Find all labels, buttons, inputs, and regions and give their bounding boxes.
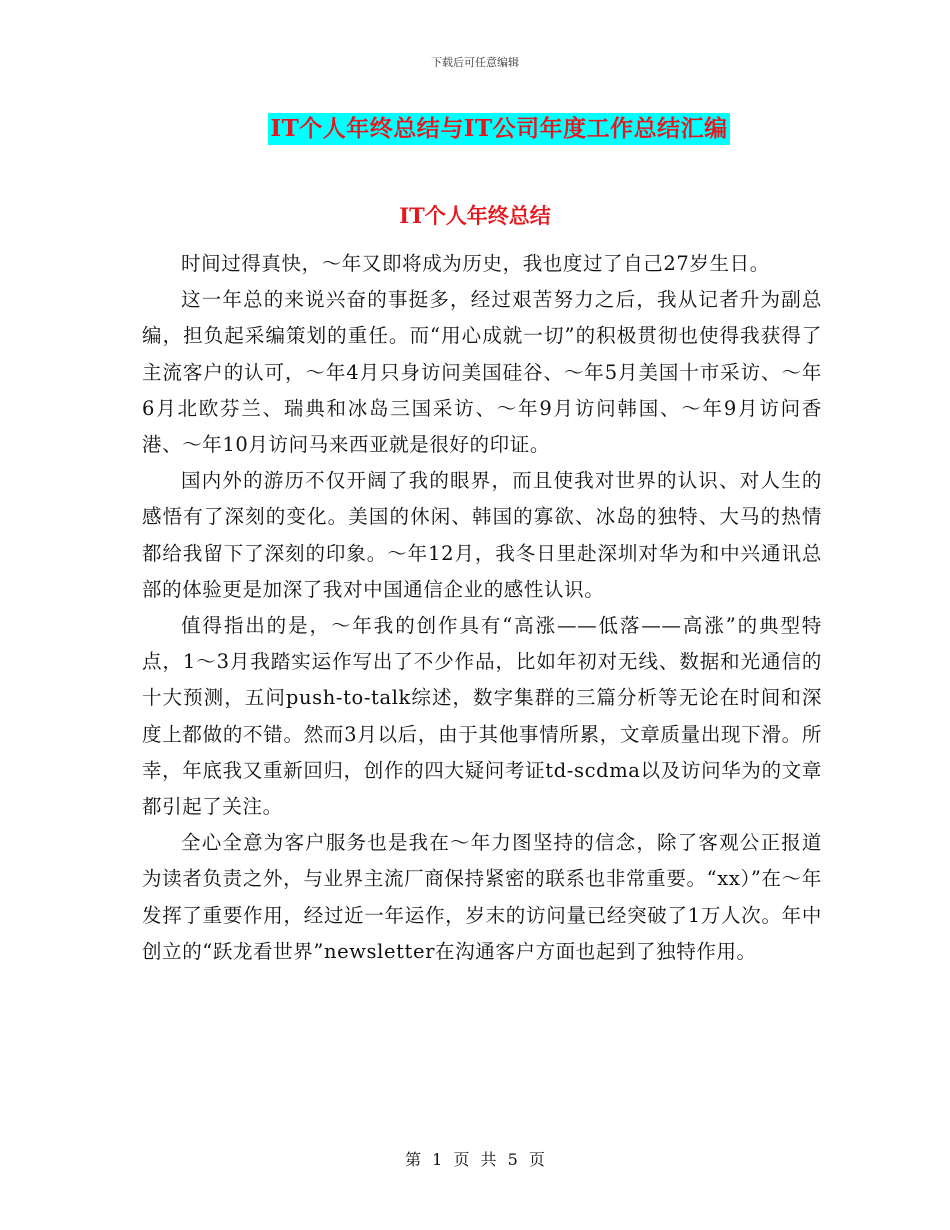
page-number-footer: 第 1 页 共 5 页	[405, 1150, 545, 1169]
document-title: IT个人年终总结与IT公司年度工作总结汇编	[268, 113, 729, 145]
paragraph-5: 全心全意为客户服务也是我在～年力图坚持的信念，除了客观公正报道为读者负责之外，与业界主流厂商保持紧密的联系也非常重要。“xx）”在～年发挥了重要作用，经过近一年运作，岁末的访问量已经突破了1万人次。年中创立的“跃龙看世界”newsletter在沟通客户方面也起到了独特作用。	[142, 831, 822, 963]
paragraph-4: 值得指出的是，～年我的创作具有“高涨——低落——高涨”的典型特点，1～3月我踏实运作写出了不少作品，比如年初对无线、数据和光通信的十大预测，五问push-to-talk综述，数字集群的三篇分析等无论在时间和深度上都做的不错。然而3月以后，由于其他事情所累，文章质量出现下滑。所幸，年底我又重新回归，创作的四大疑问考证td-scdma以及访问华为的文章都引起了关注。	[142, 614, 822, 819]
paragraph-2: 这一年总的来说兴奋的事挺多，经过艰苦努力之后，我从记者升为副总编，担负起采编策划的重任。而“用心成就一切”的积极贯彻也使得我获得了主流客户的认可，～年4月只身访问美国硅谷、～年5月美国十市采访、～年6月北欧芬兰、瑞典和冰岛三国采访、～年9月访问韩国、～年9月访问香港、～年10月访问马来西亚就是很好的印证。	[142, 288, 822, 457]
body-content	[142, 246, 822, 970]
section-title: IT个人年终总结	[399, 203, 551, 228]
paragraph-1: 时间过得真快，～年又即将成为历史，我也度过了自己27岁生日。	[181, 252, 770, 275]
paragraph-3: 国内外的游历不仅开阔了我的眼界，而且使我对世界的认识、对人生的感悟有了深刻的变化。美国的休闲、韩国的寡欲、冰岛的独特、大马的热情都给我留下了深刻的印象。～年12月，我冬日里赴深圳对华为和中兴通讯总部的体验更是加深了我对中国通信企业的感性认识。	[142, 469, 822, 601]
header-note: 下载后可任意编辑	[431, 56, 519, 69]
document-title-container	[0, 113, 950, 145]
